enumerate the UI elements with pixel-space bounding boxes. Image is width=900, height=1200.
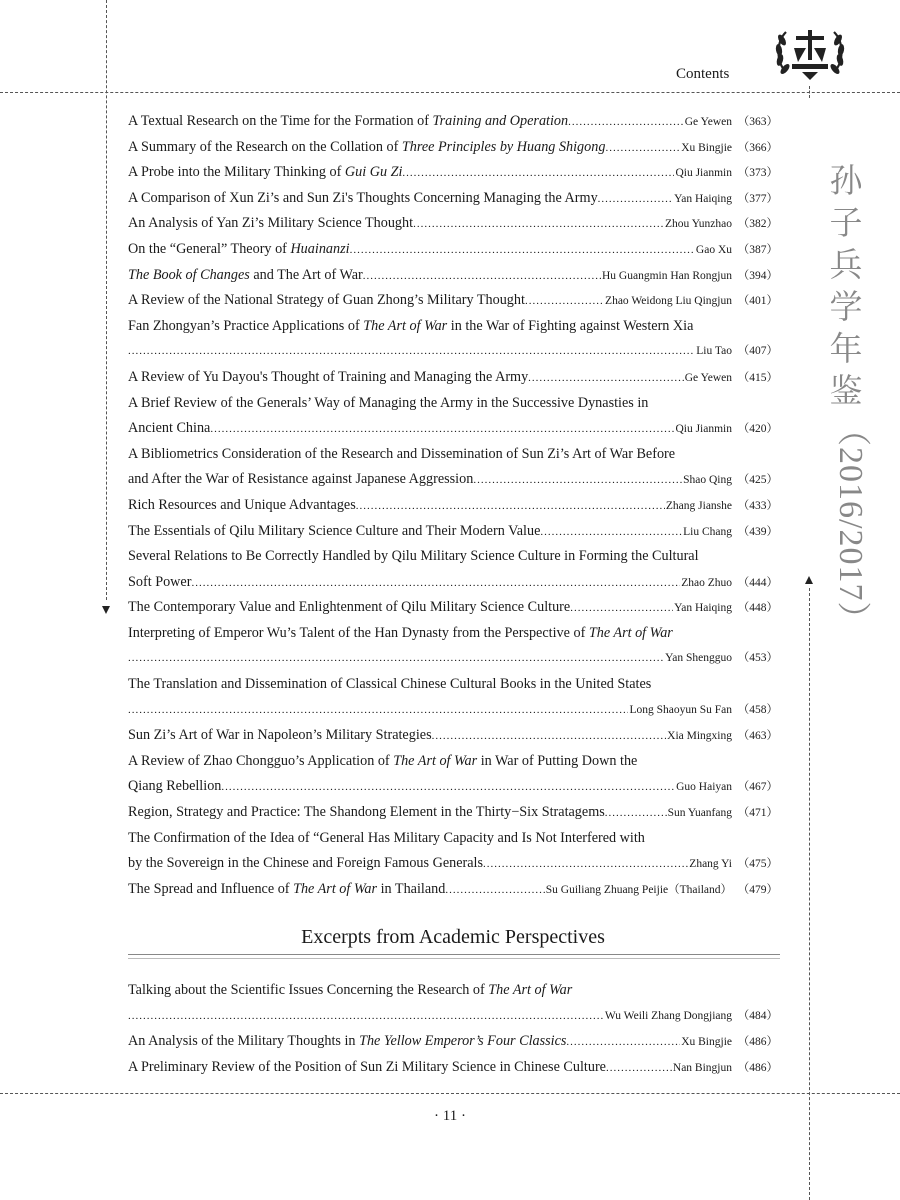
right-guide-arrow-icon (805, 576, 813, 584)
leader-dots (473, 468, 682, 493)
toc-entry-author: Qiu Jianmin (675, 423, 732, 436)
toc-entry[interactable] (128, 800, 778, 826)
toc-entry-title-italic: The Art of War (488, 982, 573, 998)
toc-entry-author: Xia Mingxing (667, 730, 732, 743)
toc-entry-page: （394） (737, 269, 778, 282)
toc-entry-title-italic: The Yellow Emperor’s Four Classics (359, 1033, 567, 1050)
toc-entry-title (128, 544, 699, 570)
side-title-year: （2016/2017） (832, 412, 869, 637)
toc-entry-page: （387） (737, 243, 778, 256)
toc-entry-page: （486） (737, 1061, 778, 1074)
toc-entry-title (128, 263, 363, 289)
toc-entry-author: Yan Haiqing (674, 602, 732, 615)
leader-dots (432, 724, 667, 749)
side-title-char: 鉴 (829, 371, 863, 410)
toc-entry[interactable] (128, 237, 778, 263)
page-number: · 11 · (434, 1108, 466, 1124)
toc-entry-title (128, 211, 413, 237)
toc-entry-page: （382） (737, 218, 778, 231)
toc-entry-page: （377） (737, 192, 778, 205)
toc-entry-author: Liu Chang (683, 525, 732, 538)
leader-dots (363, 264, 601, 289)
toc-entry-page: （458） (737, 703, 778, 716)
left-dashed-guide (106, 0, 107, 600)
header-contents-label: Contents (676, 66, 730, 82)
toc-entry-author: Su Guiliang Zhuang Peijie（Thailand） (545, 883, 732, 896)
toc-entry[interactable] (128, 646, 778, 672)
toc-entry-page: （366） (737, 141, 778, 154)
toc-entry-title-italic: The Art of War (588, 624, 673, 641)
toc-entry-page: （433） (737, 499, 778, 512)
toc-entry[interactable] (128, 672, 778, 698)
leader-dots (566, 1030, 680, 1055)
toc-entry-author: Guo Haiyan (676, 781, 732, 794)
toc-entry-author: Zhao Zhuo (681, 576, 732, 589)
leader-dots (568, 110, 684, 135)
toc-entry-title (128, 416, 210, 442)
toc-entry-page: （471） (737, 807, 778, 820)
leader-dots (525, 289, 604, 314)
toc-entry-title (128, 877, 445, 903)
toc-entry-author: Shao Qing (683, 474, 732, 487)
toc-entry-page: （448） (737, 602, 778, 615)
toc-entry-author: Zhang Jianshe (665, 499, 732, 512)
toc-entry-title-italic: The Art of War (293, 880, 378, 897)
toc-entry[interactable] (128, 135, 778, 161)
toc-entry-author: Zhang Yi (689, 858, 732, 871)
toc-entry-title-text: Several Relations to Be Correctly Handled by Qilu Military Science Culture in Forming the Cultural (128, 548, 699, 565)
toc-entry-title-text: Talking about the Scientific Issues Concerning the Research of (128, 982, 489, 998)
toc-entry-title (128, 723, 432, 749)
toc-entry-title-text: and After the War of Resistance against Japanese Aggression (128, 471, 474, 488)
toc-entry-author: Ge Yewen (684, 116, 732, 128)
toc-entry-title (128, 978, 572, 1004)
yearbook-emblem-icon (772, 22, 848, 84)
toc-entry-page: （453） (737, 652, 778, 665)
leader-dots (210, 417, 674, 442)
toc-entry-author: Yan Haiqing (674, 192, 732, 205)
toc-entry-title-text: by the Sovereign in the Chinese and Foreign Famous Generals (128, 855, 484, 872)
toc-entry-page: （401） (737, 295, 778, 308)
toc-entry[interactable] (128, 109, 778, 135)
toc-entry-title-text: The Spread and Influence of (128, 880, 294, 897)
toc-entry[interactable] (128, 723, 778, 749)
toc-entry-title-text: The Translation and Dissemination of Classical Chinese Cultural Books in the United States (128, 676, 652, 693)
side-title-char: 年 (829, 329, 863, 368)
leader-dots (221, 775, 675, 800)
toc-entry-author: Long Shaoyun Su Fan (629, 703, 732, 716)
toc-entry-title-text: in the War of Fighting against Western Xia (447, 317, 694, 334)
toc-entry-page: （415） (737, 371, 778, 384)
leader-dots (606, 1056, 672, 1081)
toc-entry[interactable] (128, 570, 778, 596)
toc-entry-title-italic: The Art of War (363, 317, 448, 334)
toc-entry[interactable] (128, 314, 778, 340)
bottom-dashed-rule (0, 1093, 900, 1094)
toc-entry-title (128, 570, 191, 596)
toc-entry-title-text: An Analysis of the Military Thoughts in (128, 1033, 360, 1050)
leader-dots (540, 520, 682, 545)
toc-entry-title (128, 826, 645, 852)
toc-entry-title-text: Interpreting of Emperor Wu’s Talent of the Han Dynasty from the Perspective of (128, 624, 589, 641)
toc-entry[interactable] (128, 544, 778, 570)
toc-entry-title-italic: The Art of War (393, 752, 478, 769)
toc-entry-title (128, 493, 356, 519)
toc-entry-page: （420） (737, 423, 778, 436)
leader-dots (350, 238, 695, 263)
toc-entry-title (128, 314, 693, 340)
toc-entry-title (128, 391, 648, 417)
toc-entry-author: Xu Bingjie (681, 1036, 732, 1049)
toc-entry-title (128, 1029, 566, 1055)
toc-entry-page: （439） (737, 525, 778, 538)
toc-entry-title (128, 109, 568, 135)
toc-entry[interactable] (128, 339, 778, 365)
toc-entry-page: （407） (737, 345, 778, 358)
toc-entry-title (128, 672, 651, 698)
leader-dots (128, 698, 628, 724)
toc-entry-title-italic: Huainanzi (290, 240, 350, 257)
toc-entry-title-text: Rich Resources and Unique Advantages (128, 496, 356, 513)
side-title-char: 孙 (829, 161, 863, 200)
toc-entry-title-text: The Essentials of Qilu Military Science Culture and Their Modern Value (128, 522, 541, 539)
section-title: Excerpts from Academic Perspectives (301, 926, 605, 948)
toc-entry-title (128, 288, 525, 314)
toc-entry-title-text: in War of Putting Down the (477, 752, 638, 769)
toc-entry-title-text: A Comparison of Xun Zi’s and Sun Zi's Thoughts Concerning Managing the Army (128, 189, 598, 206)
toc-entry-title (128, 774, 221, 800)
toc-entry[interactable] (128, 621, 778, 647)
toc-entry[interactable] (128, 288, 778, 314)
toc-entry-page: （463） (737, 730, 778, 743)
toc-entry-title-text: and The Art of War (249, 266, 363, 283)
toc-entry[interactable] (128, 211, 778, 237)
toc-entry-page: （363） (737, 116, 778, 128)
toc-entry-title-text: A Review of Yu Dayou's Thought of Training and Managing the Army (128, 368, 529, 385)
toc-entry-title-text: An Analysis of Yan Zi’s Military Science Thought (128, 215, 414, 232)
toc-entry[interactable] (128, 698, 778, 724)
section-rule (128, 958, 780, 959)
toc-entry[interactable] (128, 186, 778, 212)
toc-entry-title (128, 160, 402, 186)
leader-dots (570, 596, 673, 621)
toc-entry-author: Gao Xu (695, 243, 732, 256)
toc-entry-title (128, 467, 473, 493)
toc-entry-title-text: A Probe into the Military Thinking of (128, 164, 345, 181)
toc-entry-title (128, 135, 605, 161)
leader-dots (445, 878, 544, 903)
toc-entry-author: Wu Weili Zhang Dongjiang (604, 1009, 732, 1022)
toc-entry-author: Nan Bingjun (672, 1061, 732, 1074)
toc-entry[interactable] (128, 493, 778, 519)
toc-entry[interactable] (128, 263, 778, 289)
toc-entry-title (128, 442, 675, 468)
toc-entry[interactable] (128, 1055, 778, 1081)
toc-entry[interactable] (128, 978, 778, 1004)
toc-entry-title-text: Qiang Rebellion (128, 778, 222, 795)
toc-entry-title-text: A Review of Zhao Chongguo’s Application of (128, 752, 394, 769)
toc-entry-title (128, 800, 605, 826)
leader-dots (528, 366, 684, 391)
toc-entry-page: （425） (737, 474, 778, 487)
toc-entry-title-italic: Gui Gu Zi (344, 164, 403, 181)
leader-dots (605, 136, 680, 161)
leader-dots (128, 1004, 604, 1030)
toc-entry[interactable] (128, 749, 778, 775)
leader-dots (128, 646, 664, 672)
toc-entry[interactable] (128, 851, 778, 877)
toc-entry[interactable] (128, 519, 778, 545)
leader-dots (413, 212, 664, 237)
toc-entry-author: Xu Bingjie (681, 141, 732, 154)
toc-entry-title-text: A Brief Review of the Generals’ Way of Managing the Army in the Successive Dynasties in (128, 394, 649, 411)
toc-entry[interactable] (128, 467, 778, 493)
toc-list (128, 109, 778, 902)
toc-entry-page: （373） (737, 167, 778, 180)
toc-entry[interactable] (128, 365, 778, 391)
toc-entry-title-text: A Preliminary Review of the Position of Sun Zi Military Science in Chinese Culture (128, 1058, 606, 1075)
toc-entry-author: Qiu Jianmin (675, 167, 732, 180)
toc-entry-title-text: Sun Zi’s Art of War in Napoleon’s Military Strategies (128, 727, 432, 744)
toc-entry-author: Sun Yuanfang (667, 807, 732, 820)
toc-entry-page: （467） (737, 781, 778, 794)
toc-entry-title-italic: Three Principles by Huang Shigong (401, 138, 606, 155)
leader-dots (402, 161, 674, 186)
toc-entry[interactable] (128, 1004, 778, 1030)
toc-entry-title-italic: Training and Operation (432, 113, 569, 129)
toc-entry-title-text: Fan Zhongyan’s Practice Applications of (128, 317, 364, 334)
toc-entry-page: （479） (737, 883, 778, 896)
right-upper-dashed-guide (809, 86, 810, 98)
leader-dots (128, 339, 695, 365)
toc-entry[interactable] (128, 877, 778, 903)
toc-entry-author: Yan Shengguo (665, 652, 732, 665)
toc-entry-title-text: Ancient China (128, 420, 211, 437)
left-guide-arrow-icon (102, 606, 110, 614)
toc-entry[interactable] (128, 416, 778, 442)
top-dashed-rule (0, 92, 900, 93)
toc-entry-title-text: A Bibliometrics Consideration of the Research and Dissemination of Sun Zi’s Art of War Before (128, 445, 676, 462)
toc-entry[interactable] (128, 391, 778, 417)
side-title-char: 兵 (829, 245, 863, 284)
toc-entry[interactable] (128, 160, 778, 186)
toc-entry-author: Zhou Yunzhao (665, 218, 732, 231)
toc-entry[interactable] (128, 442, 778, 468)
toc-entry-title-text: On the “General” Theory of (128, 240, 291, 257)
toc-entry-title-text: A Textual Research on the Time for the Formation of (128, 113, 433, 129)
leader-dots (356, 494, 665, 519)
toc-entry-title-text: in Thailand (377, 880, 446, 897)
toc-entry-author: Ge Yewen (684, 371, 732, 384)
leader-dots (605, 801, 667, 826)
toc-entry-title-text: The Contemporary Value and Enlightenment of Qilu Military Science Culture (128, 599, 571, 616)
toc-entry-title-text: The Confirmation of the Idea of “General Has Military Capacity and Is Not Interfered with (128, 829, 645, 846)
toc-entry-title (128, 237, 350, 263)
toc-entry-title (128, 621, 673, 647)
toc-entry-page: （475） (737, 858, 778, 871)
toc-entry-title-text: A Review of the National Strategy of Guan Zhong’s Military Thought (128, 292, 525, 309)
toc-entry-title (128, 851, 483, 877)
toc-entry-title (128, 749, 637, 775)
toc-entry-title (128, 519, 540, 545)
toc-entry-author: Liu Tao (696, 345, 732, 358)
leader-dots (483, 852, 688, 877)
toc-entry-title-text: Region, Strategy and Practice: The Shandong Element in the Thirty−Six Stratagems (128, 804, 605, 821)
toc-entry-title-text: Soft Power (128, 573, 192, 590)
toc-entry[interactable] (128, 595, 778, 621)
toc-entry-title (128, 1055, 606, 1081)
side-title-char: 子 (829, 203, 863, 242)
toc-entry[interactable] (128, 774, 778, 800)
toc-entry-page: （444） (737, 576, 778, 589)
toc-entry-title (128, 595, 570, 621)
toc-list-academic (128, 978, 778, 1080)
side-title (826, 160, 869, 637)
toc-entry-title-italic: The Book of Changes (128, 266, 250, 283)
leader-dots (191, 571, 680, 596)
toc-entry-page: （484） (737, 1009, 778, 1022)
toc-entry-title (128, 365, 528, 391)
side-title-char: 学 (829, 287, 863, 326)
toc-entry-author: Zhao Weidong Liu Qingjun (605, 295, 732, 308)
toc-entry-title-text: A Summary of the Research on the Collation of (128, 138, 402, 155)
toc-entry[interactable] (128, 826, 778, 852)
toc-entry-title (128, 186, 598, 212)
toc-entry-page: （486） (737, 1036, 778, 1049)
toc-entry[interactable] (128, 1029, 778, 1055)
leader-dots (598, 187, 673, 212)
section-rule (128, 954, 780, 955)
toc-entry-author: Hu Guangmin Han Rongjun (601, 269, 732, 282)
